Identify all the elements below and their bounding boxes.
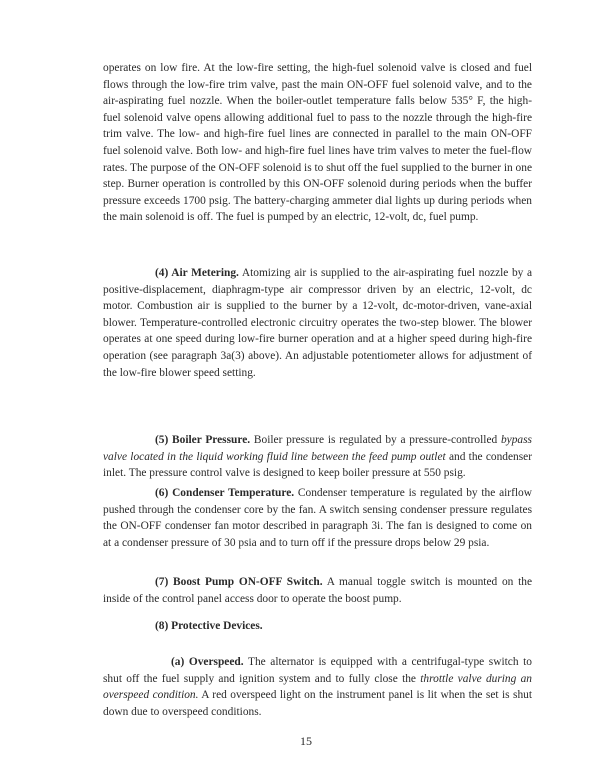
paragraph-overspeed (103, 654, 532, 720)
paragraph-condenser-temperature (103, 485, 532, 551)
heading-boost-pump: (7) Boost Pump ON-OFF Switch. (155, 576, 323, 588)
heading-overspeed: (a) Overspeed. (171, 656, 244, 668)
heading-condenser-temperature: (6) Condenser Temperature. (155, 487, 295, 499)
heading-protective-devices: (8) Protective Devices. (155, 620, 263, 632)
paragraph-air-metering (103, 265, 532, 381)
paragraph-boiler-pressure (103, 432, 532, 482)
heading-air-metering: (4) Air Metering. (155, 267, 239, 279)
body-condenser-temperature: Condenser temperature is regulated by the airflow pushed through the condenser core by the fan. A switch sensing condenser pressure regulates the ON-OFF condenser fan motor described in paragraph 3i. The fan is designed to come on at a condenser pressure of 30 psia and to turn off if the pressure drops below 29 psia. (103, 487, 532, 549)
body-overspeed-italic: throttle valve during an overspeed condition. (103, 672, 532, 702)
body-boiler-pressure-b: and the condenser inlet. The pressure control valve is designed to keep boiler pressure at 550 psig. (103, 450, 532, 480)
body-air-metering: Atomizing air is supplied to the air-aspirating fuel nozzle by a positive-displacement, diaphragm-type air compressor driven by an electric, 12-volt, dc motor. Combustion air is supplied to the burner by a 12-volt, dc-motor-driven, vane-axial blower. Temperature-controlled electronic circuitry operates the two-step blower. The blower operates at one speed during low-fire burner operation and at a higher speed during high-fire operation (see paragraph 3a(3) above). An adjustable potentiometer allows for adjustment of the low-fire blower speed setting. (103, 267, 533, 379)
heading-boiler-pressure: (5) Boiler Pressure. (155, 434, 251, 446)
body-boiler-pressure-italic: bypass valve located in the liquid working fluid line between the feed pump outlet (103, 434, 532, 463)
page-number: 15 (300, 734, 312, 748)
intro-paragraph: operates on low fire. At the low-fire setting, the high-fuel solenoid valve is closed and fuel flows through the low-fire trim valve, past the main ON-OFF fuel solenoid valve, and to the air-aspirating fuel nozzle. When the boiler-outlet temperature falls below 535° F, the high-fuel solenoid valve opens allowing additional fuel to pass to the nozzle through the high-fire trim valve. The low- and high-fire fuel lines are connected in parallel to the main ON-OFF fuel solenoid valve. Both low- and high-fire fuel lines have trim valves to meter the fuel-flow rates. The purpose of the ON-OFF solenoid is to shut off the fuel supplied to the burner in one step. Burner operation is controlled by this ON-OFF solenoid during periods when the buffer pressure exceeds 1700 psig. The battery-charging ammeter dial lights up during periods when the main solenoid is off. The fuel is pumped by an electric, 12-volt, dc, fuel pump. (103, 62, 532, 224)
paragraph-boost-pump (103, 574, 532, 607)
body-boost-pump: A manual toggle switch is mounted on the inside of the control panel access door to operate the boost pump. (103, 576, 532, 605)
body-overspeed-a: The alternator is equipped with a centrifugal-type switch to shut off the fuel supply and ignition system and to fully close the (103, 656, 532, 685)
body-boiler-pressure-a: Boiler pressure is regulated by a pressure-controlled (253, 434, 501, 446)
body-overspeed-b: A red overspeed light on the instrument panel is lit when the set is shut down due to overspeed conditions. (103, 689, 532, 718)
